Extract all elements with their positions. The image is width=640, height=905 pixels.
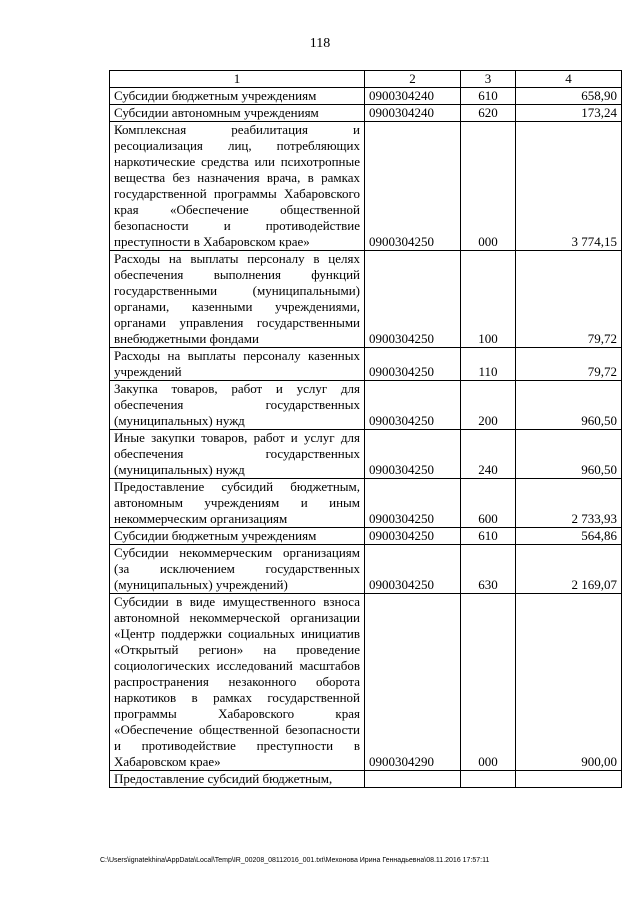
table-row	[110, 771, 622, 788]
table-row	[110, 88, 622, 105]
table-row	[110, 430, 622, 479]
cell-name: Иные закупки товаров, работ и услуг для обеспечения государственных (муниципальных) нужд	[110, 430, 365, 479]
cell-type: 100	[461, 251, 516, 348]
cell-type: 630	[461, 545, 516, 594]
cell-name: Комплексная реабилитация и ресоциализация лиц, потребляющих наркотические средства или психотропные вещества без назначения врача, в рамках государственной программы Хабаровского края «Обеспечение общественной безопасности и противодействие преступности в Хабаровском крае»	[110, 122, 365, 251]
table-row	[110, 479, 622, 528]
cell-name: Предоставление субсидий бюджетным, автономным учреждениям и иным некоммерческим организациям	[110, 479, 365, 528]
cell-type: 000	[461, 594, 516, 771]
table-row	[110, 528, 622, 545]
cell-sum: 173,24	[516, 105, 622, 122]
cell-name: Субсидии бюджетным учреждениям	[110, 528, 365, 545]
cell-code: 0900304240	[365, 105, 461, 122]
cell-code: 0900304250	[365, 479, 461, 528]
table-row	[110, 381, 622, 430]
table-row	[110, 122, 622, 251]
cell-type: 240	[461, 430, 516, 479]
cell-name: Субсидии бюджетным учреждениям	[110, 88, 365, 105]
cell-name: Расходы на выплаты персоналу казенных учреждений	[110, 348, 365, 381]
cell-type: 610	[461, 88, 516, 105]
cell-sum: 79,72	[516, 348, 622, 381]
cell-code: 0900304250	[365, 528, 461, 545]
budget-table	[109, 70, 622, 788]
cell-sum: 960,50	[516, 381, 622, 430]
cell-name: Субсидии автономным учреждениям	[110, 105, 365, 122]
cell-sum: 2 169,07	[516, 545, 622, 594]
table-row	[110, 251, 622, 348]
table-row	[110, 545, 622, 594]
cell-code: 0900304250	[365, 251, 461, 348]
cell-code: 0900304290	[365, 594, 461, 771]
cell-code: 0900304250	[365, 381, 461, 430]
cell-sum: 900,00	[516, 594, 622, 771]
header-col-3: 3	[461, 71, 516, 88]
header-col-2: 2	[365, 71, 461, 88]
cell-name: Расходы на выплаты персоналу в целях обеспечения выполнения функций государственными (муниципальными) органами, казенными учреждениями, органами управления государственными внебюджетными фондами	[110, 251, 365, 348]
cell-name: Субсидии в виде имущественного взноса автономной некоммерческой организации «Центр поддержки социальных инициатив «Открытый регион» на проведение социологических исследований масштабов распространения незаконного оборота наркотиков в рамках государственной программы Хабаровского края «Обеспечение общественной безопасности и противодействие преступности в Хабаровском крае»	[110, 594, 365, 771]
cell-type: 600	[461, 479, 516, 528]
cell-sum: 79,72	[516, 251, 622, 348]
header-col-1: 1	[110, 71, 365, 88]
cell-sum: 3 774,15	[516, 122, 622, 251]
page-number: 118	[309, 36, 331, 51]
cell-code	[365, 771, 461, 788]
cell-sum: 658,90	[516, 88, 622, 105]
cell-type: 110	[461, 348, 516, 381]
cell-type: 620	[461, 105, 516, 122]
cell-code: 0900304240	[365, 88, 461, 105]
cell-type: 200	[461, 381, 516, 430]
table-header-row	[110, 71, 622, 88]
cell-code: 0900304250	[365, 430, 461, 479]
cell-name: Субсидии некоммерческим организациям (за исключением государственных (муниципальных) учреждений)	[110, 545, 365, 594]
header-col-4: 4	[516, 71, 622, 88]
cell-sum: 960,50	[516, 430, 622, 479]
cell-type: 000	[461, 122, 516, 251]
table-row	[110, 348, 622, 381]
cell-code: 0900304250	[365, 348, 461, 381]
cell-sum	[516, 771, 622, 788]
file-path-footer: C:\Users\ignatekhina\AppData\Local\Temp\IR_00208_08112016_001.txt\Мехонова Ирина Геннадьевна\08.11.2016 17:57:11	[100, 857, 490, 864]
cell-type: 610	[461, 528, 516, 545]
cell-type	[461, 771, 516, 788]
cell-sum: 2 733,93	[516, 479, 622, 528]
cell-name: Закупка товаров, работ и услуг для обеспечения государственных (муниципальных) нужд	[110, 381, 365, 430]
table-row	[110, 594, 622, 771]
cell-name: Предоставление субсидий бюджетным,	[110, 771, 365, 788]
table-row	[110, 105, 622, 122]
cell-code: 0900304250	[365, 545, 461, 594]
cell-sum: 564,86	[516, 528, 622, 545]
cell-code: 0900304250	[365, 122, 461, 251]
